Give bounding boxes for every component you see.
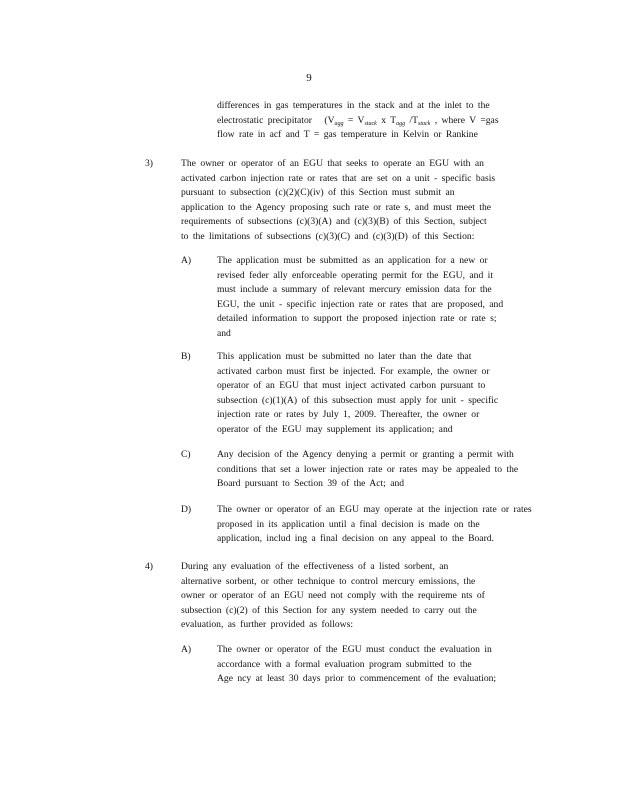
subitem-marker: D) xyxy=(181,504,192,515)
formula-tail: , where V =gas xyxy=(430,114,499,126)
text-line: The owner or operator of an EGU may operate at the injection rate or rates xyxy=(217,504,532,515)
continuation-paragraph xyxy=(217,99,499,143)
text-line: pursuant to subsection (c)(2)(C)(iv) of this Section must submit an xyxy=(181,187,455,199)
item-marker: 3) xyxy=(145,158,153,169)
subitem-marker: A) xyxy=(181,644,192,655)
text-line: conditions that set a lower injection rate or rates may be appealed to the xyxy=(217,463,519,475)
formula-times: x T xyxy=(376,114,397,126)
subitem-paragraph xyxy=(217,448,518,492)
item-paragraph xyxy=(181,157,495,245)
formula-div: /T xyxy=(405,114,419,126)
text-line: subsection (c)(1)(A) of this subsection must apply for unit - specific xyxy=(217,394,499,406)
text-line: revised feder ally enforceable operating permit for the EGU, and it xyxy=(217,269,493,281)
text-line-with-formula xyxy=(217,114,499,129)
formula-sub-agg: agg xyxy=(334,120,344,127)
subitem-marker: A) xyxy=(181,255,192,266)
text-line: differences in gas temperatures in the stack and at the inlet to the xyxy=(217,100,490,111)
text-line: activated carbon injection rate or rates that are set on a unit - specific basis xyxy=(181,172,496,184)
item-marker: 4) xyxy=(145,561,153,572)
text-line: subsection (c)(2) of this Section for any system needed to carry out the xyxy=(181,604,477,616)
text-line: operator of an EGU that must inject activated carbon pursuant to xyxy=(217,380,486,392)
subitem-marker: C) xyxy=(181,449,191,460)
formula-open: (V xyxy=(324,114,335,126)
text-line: flow rate in acf and T = gas temperature in Kelvin or Rankine xyxy=(217,129,478,141)
text-line: to the limitations of subsections (c)(3)(C) and (c)(3)(D) of this Section: xyxy=(181,230,475,242)
text-line: This application must be submitted no later than the date that xyxy=(217,351,472,362)
text-line: requirements of subsections (c)(3)(A) and (c)(3)(B) of this Section, subject xyxy=(181,216,487,228)
item-paragraph xyxy=(181,560,485,633)
subitem-paragraph xyxy=(217,254,503,342)
page-number: 9 xyxy=(306,72,312,84)
text-line: During any evaluation of the effectiveness of a listed sorbent, an xyxy=(181,561,449,572)
text-line: The owner or operator of the EGU must conduct the evaluation in xyxy=(217,644,492,655)
formula-sub-agg-2: agg xyxy=(396,120,406,127)
text-line: The application must be submitted as an application for a new or xyxy=(217,255,488,266)
text-line: operator of the EGU may supplement its application; and xyxy=(217,423,453,435)
subitem-paragraph xyxy=(217,503,532,547)
text-line: accordance with a formal evaluation program submitted to the xyxy=(217,658,472,670)
formula-eq: = V xyxy=(343,114,365,126)
text-line: Board pursuant to Section 39 of the Act; and xyxy=(217,478,405,490)
subitem-paragraph xyxy=(217,643,496,687)
text-line: EGU, the unit - specific injection rate or rates that are proposed, and xyxy=(217,298,504,310)
subitem-marker: B) xyxy=(181,351,191,362)
text-line: The owner or operator of an EGU that seeks to operate an EGU with an xyxy=(181,158,484,169)
subitem-paragraph xyxy=(217,350,498,438)
text-line: detailed information to support the proposed injection rate or rate s; xyxy=(217,313,497,325)
text-line: evaluation, as further provided as follows: xyxy=(181,619,353,631)
text-line: must include a summary of relevant mercury emission data for the xyxy=(217,284,492,296)
text-line: application, includ ing a final decision on any appeal to the Board. xyxy=(217,533,494,545)
text-line: proposed in its application until a final decision is made on the xyxy=(217,518,480,530)
formula-sub-stack-2: stack xyxy=(418,120,431,127)
text-line: injection rate or rates by July 1, 2009. Thereafter, the owner or xyxy=(217,409,480,421)
text-line: application to the Agency proposing such rate or rate s, and must meet the xyxy=(181,201,492,213)
formula-sub-stack: stack xyxy=(364,120,377,127)
text-line: alternative sorbent, or other technique to control mercury emissions, the xyxy=(181,575,476,587)
text-line: Any decision of the Agency denying a permit or granting a permit with xyxy=(217,449,514,460)
text-line: Age ncy at least 30 days prior to commencement of the evaluation; xyxy=(217,673,497,685)
formula xyxy=(324,115,498,126)
text-line: owner or operator of an EGU need not comply with the requireme nts of xyxy=(181,590,485,602)
text-line: activated carbon must first be injected. For example, the owner or xyxy=(217,365,490,377)
formula-lead-text: electrostatic precipitator xyxy=(217,114,312,126)
text-line: and xyxy=(217,327,231,339)
